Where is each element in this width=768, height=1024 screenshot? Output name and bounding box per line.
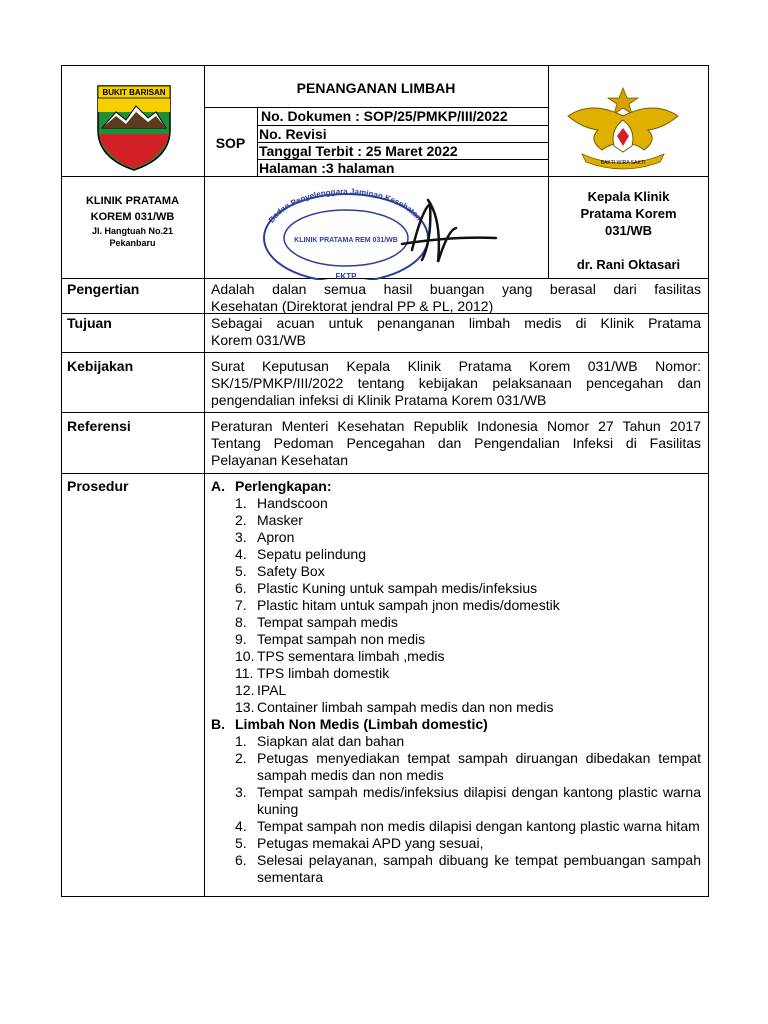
divider — [61, 412, 709, 413]
list-item-number: 6. — [235, 852, 247, 868]
divider — [204, 65, 205, 897]
list-item-text: Tempat sampah medis/infeksius dilapisi dengan kantong plastic warna kuning — [257, 784, 701, 817]
signatory-name: dr. Rani Oktasari — [576, 257, 681, 272]
stamp-inner-text: KLINIK PRATAMA REM 031/WB — [294, 237, 398, 244]
section-b-letter: B. — [211, 716, 225, 732]
list-item-text: Petugas menyediakan tempat sampah diruangan dibedakan tempat sampah medis dan non medis — [257, 750, 701, 783]
list-item-text: Tempat sampah medis — [257, 614, 398, 630]
list-item — [235, 784, 701, 818]
sop-label: SOP — [215, 135, 246, 151]
label-kebijakan: Kebijakan — [67, 358, 134, 374]
logo-right-text: BAKTI WIRA SAKTI — [600, 160, 646, 166]
list-item-number: 5. — [235, 563, 247, 579]
list-item — [235, 750, 701, 784]
list-item-text: Apron — [257, 529, 295, 545]
signatory-block — [548, 188, 709, 273]
list-item-number: 4. — [235, 818, 247, 834]
list-item-text: Petugas memakai APD yang sesuai, — [257, 835, 484, 851]
label-tujuan: Tujuan — [67, 315, 112, 331]
list-item-number: 1. — [235, 733, 247, 749]
section-b-list — [211, 733, 701, 886]
signatory-title-line1: Kepala Klinik — [587, 189, 670, 204]
list-item — [235, 580, 701, 597]
list-item — [235, 546, 701, 563]
list-item-text: TPS limbah domestik — [257, 665, 390, 681]
list-item-text: Tempat sampah non medis — [257, 631, 426, 647]
list-item-number: 4. — [235, 546, 247, 562]
list-item-text: Plastic Kuning untuk sampah medis/infeksius — [257, 580, 538, 596]
list-item-number: 9. — [235, 631, 247, 647]
signature — [402, 200, 496, 262]
kebijakan-line3: pengendalian infeksi di Klinik Pratama Korem 031/WB — [211, 392, 547, 408]
section-a-heading — [211, 478, 701, 495]
list-item-text: Container limbah sampah medis dan non medis — [257, 699, 554, 715]
clinic-address-line2: Pekanbaru — [109, 238, 156, 248]
list-item — [235, 818, 701, 835]
label-prosedur: Prosedur — [67, 478, 129, 494]
list-item-text: IPAL — [257, 682, 287, 698]
no-revisi: No. Revisi — [259, 126, 327, 142]
clinic-info — [61, 193, 204, 249]
logo-left-text: BUKIT BARISAN — [102, 88, 166, 97]
list-item-number: 7. — [235, 597, 247, 613]
signatory-title-line3: 031/WB — [605, 223, 652, 238]
list-item-number: 8. — [235, 614, 247, 630]
referensi-line1: Peraturan Menteri Kesehatan Republik Indonesia Nomor 27 Tahun 2017 — [211, 418, 701, 434]
list-item — [235, 835, 701, 852]
stamp-bottom-text: FKTP — [335, 272, 357, 280]
list-item-text: Handscoon — [257, 495, 328, 511]
prosedur-content — [211, 478, 701, 886]
section-a-letter: A. — [211, 478, 225, 494]
list-item-number: 11. — [235, 665, 254, 681]
list-item — [235, 495, 701, 512]
divider — [61, 352, 709, 353]
kebijakan-line1: Surat Keputusan Kepala Klinik Pratama Korem 031/WB Nomor: — [211, 358, 701, 374]
list-item-number: 3. — [235, 784, 247, 800]
pengertian-text — [211, 281, 701, 315]
list-item-text: Safety Box — [257, 563, 325, 579]
list-item — [235, 614, 701, 631]
list-item-number: 5. — [235, 835, 247, 851]
list-item-number: 3. — [235, 529, 247, 545]
section-a-title: Perlengkapan: — [235, 478, 332, 494]
list-item — [235, 512, 701, 529]
list-item — [235, 529, 701, 546]
list-item — [235, 648, 701, 665]
list-item — [235, 733, 701, 750]
list-item-text: Sepatu pelindung — [257, 546, 366, 562]
tujuan-line2: Korem 031/WB — [211, 332, 306, 348]
no-dokumen: No. Dokumen : SOP/25/PMKP/III/2022 — [261, 108, 508, 124]
halaman: Halaman :3 halaman — [259, 160, 395, 176]
pengertian-line1: Adalah dalan semua hasil buangan yang berasal dari fasilitas — [211, 281, 701, 297]
bukit-barisan-logo — [96, 82, 172, 172]
list-item-text: TPS sementara limbah ,medis — [257, 648, 445, 664]
list-item-number: 6. — [235, 580, 247, 596]
list-item-number: 2. — [235, 512, 247, 528]
list-item-text: Siapkan alat dan bahan — [257, 733, 405, 749]
list-item — [235, 699, 701, 716]
tujuan-line1: Sebagai acuan untuk penanganan limbah medis di Klinik Pratama — [211, 315, 701, 331]
label-pengertian: Pengertian — [67, 281, 140, 297]
clinic-address-line1: Jl. Hangtuah No.21 — [91, 226, 173, 236]
section-b-title: Limbah Non Medis (Limbah domestic) — [235, 716, 488, 732]
clinic-name-line1: KLINIK PRATAMA — [85, 195, 180, 207]
list-item-text: Selesai pelayanan, sampah dibuang ke tempat pembuangan sampah sementara — [257, 852, 701, 885]
list-item-number: 13. — [235, 699, 255, 715]
kebijakan-line2: SK/15/PMKP/III/2022 tentang kebijakan pelaksanaan pencegahan dan — [211, 375, 701, 391]
label-referensi: Referensi — [67, 418, 131, 434]
svg-text:Badan Penyelenggara Jaminan Ke — [267, 187, 424, 224]
referensi-line3: Pelayanan Kesehatan — [211, 452, 348, 468]
list-item-number: 12. — [235, 682, 255, 698]
clinic-name-line2: KOREM 031/WB — [90, 211, 175, 223]
tanggal-terbit: Tanggal Terbit : 25 Maret 2022 — [259, 143, 458, 159]
kebijakan-text — [211, 358, 701, 409]
list-item-number: 10. — [235, 648, 255, 664]
list-item-text: Masker — [257, 512, 303, 528]
list-item — [235, 852, 701, 886]
pengertian-line2: Kesehatan (Direktorat jendral PP & PL, 2012) — [211, 298, 494, 314]
list-item — [235, 665, 701, 682]
list-item-text: Plastic hitam untuk sampah jnon medis/domestik — [257, 597, 560, 613]
list-item — [235, 563, 701, 580]
document-title: PENANGANAN LIMBAH — [296, 80, 456, 96]
list-item-text: Tempat sampah non medis dilapisi dengan kantong plastic warna hitam — [257, 818, 700, 834]
list-item — [235, 631, 701, 648]
referensi-line2: Tentang Pedoman Pencegahan dan Pengendalian Infeksi di Fasilitas — [211, 435, 701, 451]
section-a-list — [211, 495, 701, 716]
list-item-number: 1. — [235, 495, 247, 511]
signatory-title-line2: Pratama Korem — [580, 206, 677, 221]
garuda-emblem — [562, 80, 684, 170]
referensi-text — [211, 418, 701, 469]
list-item — [235, 682, 701, 699]
list-item-number: 2. — [235, 750, 247, 766]
divider — [61, 473, 709, 474]
tujuan-text — [211, 315, 701, 349]
section-b-heading — [211, 716, 701, 733]
list-item — [235, 597, 701, 614]
clinic-stamp — [252, 180, 522, 280]
stamp-outer-text: Badan Penyelenggara Jaminan Kesehatan — [266, 186, 424, 225]
